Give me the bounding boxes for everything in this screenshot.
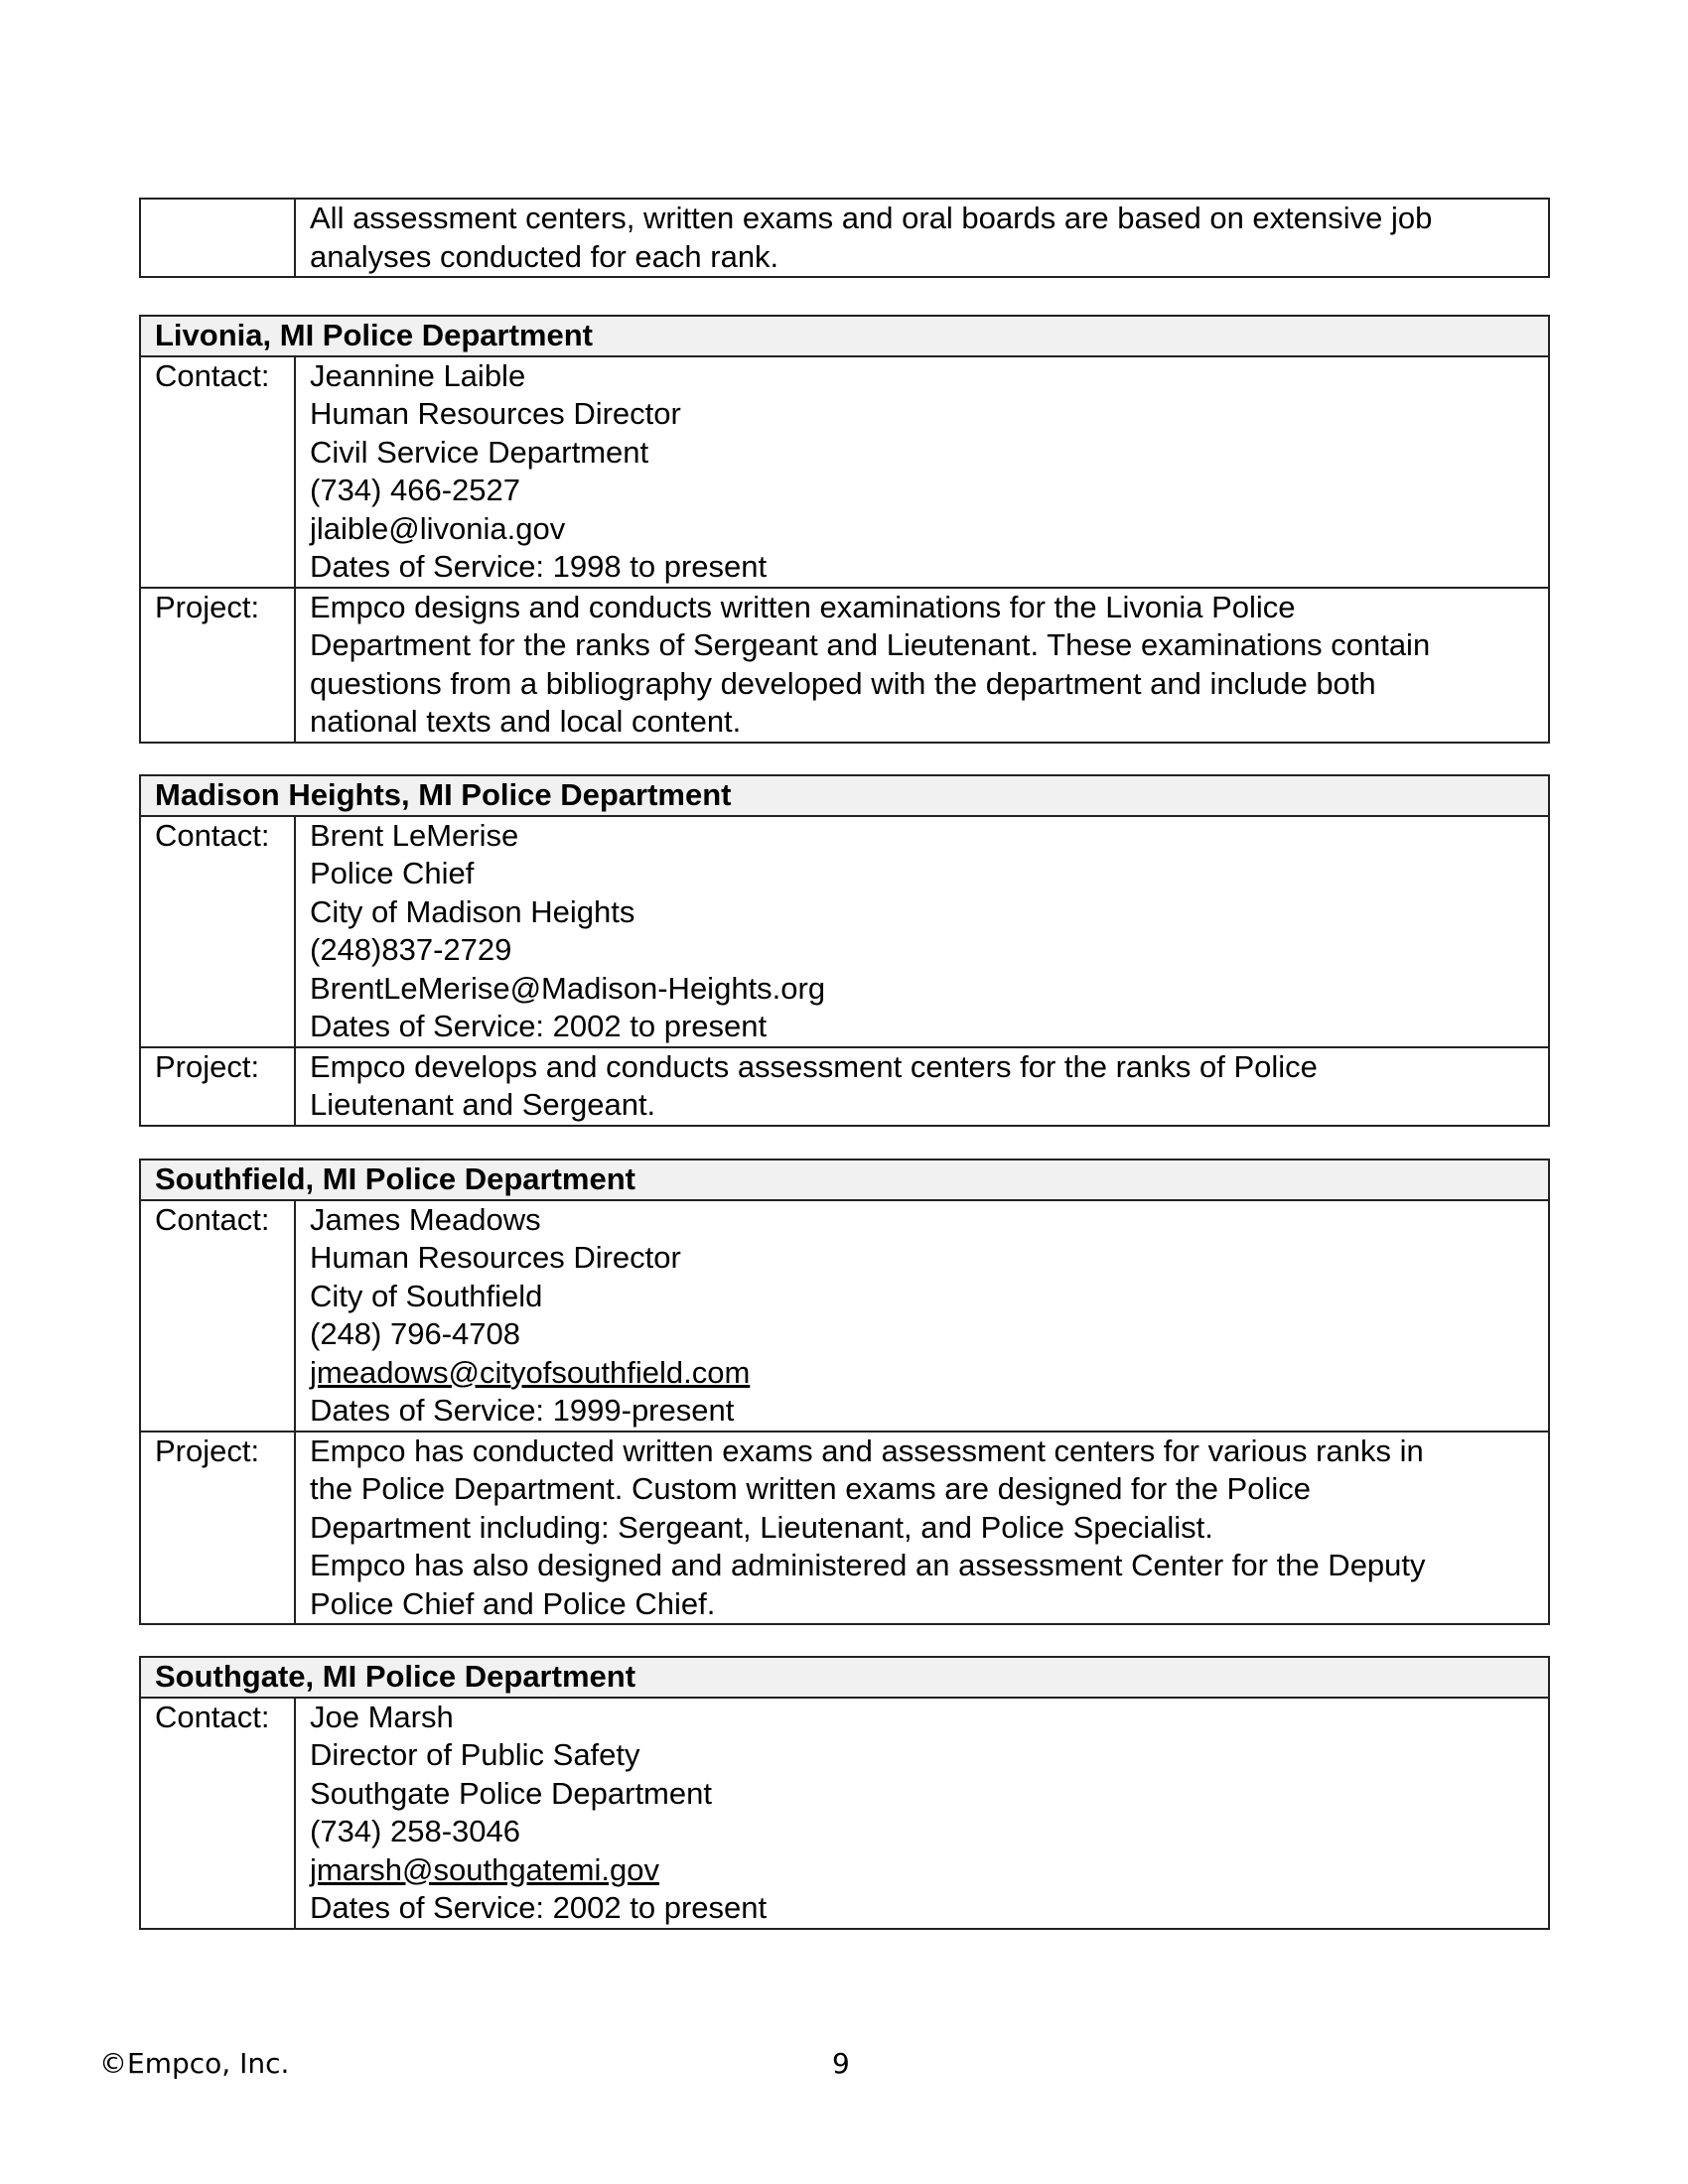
reference-table-southfield [139,1159,1550,1625]
project-line: Lieutenant and Sergeant. [310,1087,656,1122]
contact-name: Joe Marsh [310,1699,454,1734]
footer-copyright: ©Empco, Inc. [99,2047,290,2080]
project-line: Empco designs and conducts written examinations for the Livonia Police [310,589,1296,624]
contact-email-link[interactable]: jmeadows@cityofsouthfield.com [310,1354,751,1390]
project-line: Empco has conducted written exams and assessment centers for various ranks in [310,1433,1424,1468]
reference-title: Madison Heights, MI Police Department [140,775,1549,816]
contact-label: Contact: [140,1200,295,1432]
contact-email: jlaible@livonia.gov [310,510,566,546]
project-line: Empco develops and conducts assessment centers for the ranks of Police [310,1048,1318,1084]
reference-table-livonia [139,315,1550,744]
project-line: the Police Department. Custom written exams are designed for the Police [310,1471,1311,1506]
continuation-text-cell [295,199,1549,277]
reference-title: Southfield, MI Police Department [140,1160,1549,1200]
contact-dates-of-service: Dates of Service: 2002 to present [310,1890,768,1925]
contact-email: BrentLeMerise@Madison-Heights.org [310,970,826,1006]
contact-name: Jeannine Laible [310,357,526,393]
contact-title: Police Chief [310,856,475,890]
contact-organization: Southgate Police Department [310,1775,712,1811]
contact-name: Brent LeMerise [310,817,519,853]
contact-details [295,1200,1549,1432]
project-description [295,588,1549,743]
contact-organization: City of Madison Heights [310,893,635,929]
project-line: national texts and local content. [310,704,742,739]
project-description [295,1047,1549,1126]
contact-details [295,356,1549,588]
contact-label: Contact: [140,1698,295,1929]
reference-title: Livonia, MI Police Department [140,316,1549,356]
contact-details [295,816,1549,1047]
reference-table-madison-heights [139,774,1550,1127]
continuation-table [139,198,1550,278]
contact-phone: (734) 258-3046 [310,1814,520,1848]
contact-organization: Civil Service Department [310,434,649,470]
project-label: Project: [140,588,295,743]
contact-dates-of-service: Dates of Service: 1999-present [310,1393,735,1428]
reference-title: Southgate, MI Police Department [140,1657,1549,1698]
contact-label: Contact: [140,356,295,588]
project-label: Project: [140,1432,295,1625]
contact-phone: (734) 466-2527 [310,473,520,507]
project-label: Project: [140,1047,295,1126]
contact-phone: (248) 796-4708 [310,1316,520,1351]
contact-title: Director of Public Safety [310,1737,640,1772]
project-line: Department including: Sergeant, Lieutenant, and Police Specialist. [310,1509,1213,1545]
contact-phone: (248)837-2729 [310,932,512,967]
contact-details [295,1698,1549,1929]
project-description [295,1432,1549,1625]
project-line: Empco has also designed and administered an assessment Center for the Deputy [310,1548,1426,1582]
contact-dates-of-service: Dates of Service: 1998 to present [310,549,768,584]
project-line: questions from a bibliography developed with the department and include both [310,665,1376,701]
footer-page-number: 9 [832,2047,850,2080]
contact-dates-of-service: Dates of Service: 2002 to present [310,1009,768,1043]
contact-title: Human Resources Director [310,1240,681,1275]
contact-label: Contact: [140,816,295,1047]
continuation-label-cell [140,199,295,277]
project-line: Police Chief and Police Chief. [310,1585,716,1621]
continuation-text-line: analyses conducted for each rank. [310,238,779,274]
reference-table-southgate [139,1656,1550,1930]
project-line: Department for the ranks of Sergeant and Lieutenant. These examinations contain [310,627,1431,662]
contact-name: James Meadows [310,1201,541,1237]
continuation-text-line: All assessment centers, written exams and oral boards are based on extensive job [310,201,1433,235]
contact-title: Human Resources Director [310,396,681,431]
contact-organization: City of Southfield [310,1278,543,1313]
contact-email-link[interactable]: jmarsh@southgatemi.gov [310,1851,659,1887]
